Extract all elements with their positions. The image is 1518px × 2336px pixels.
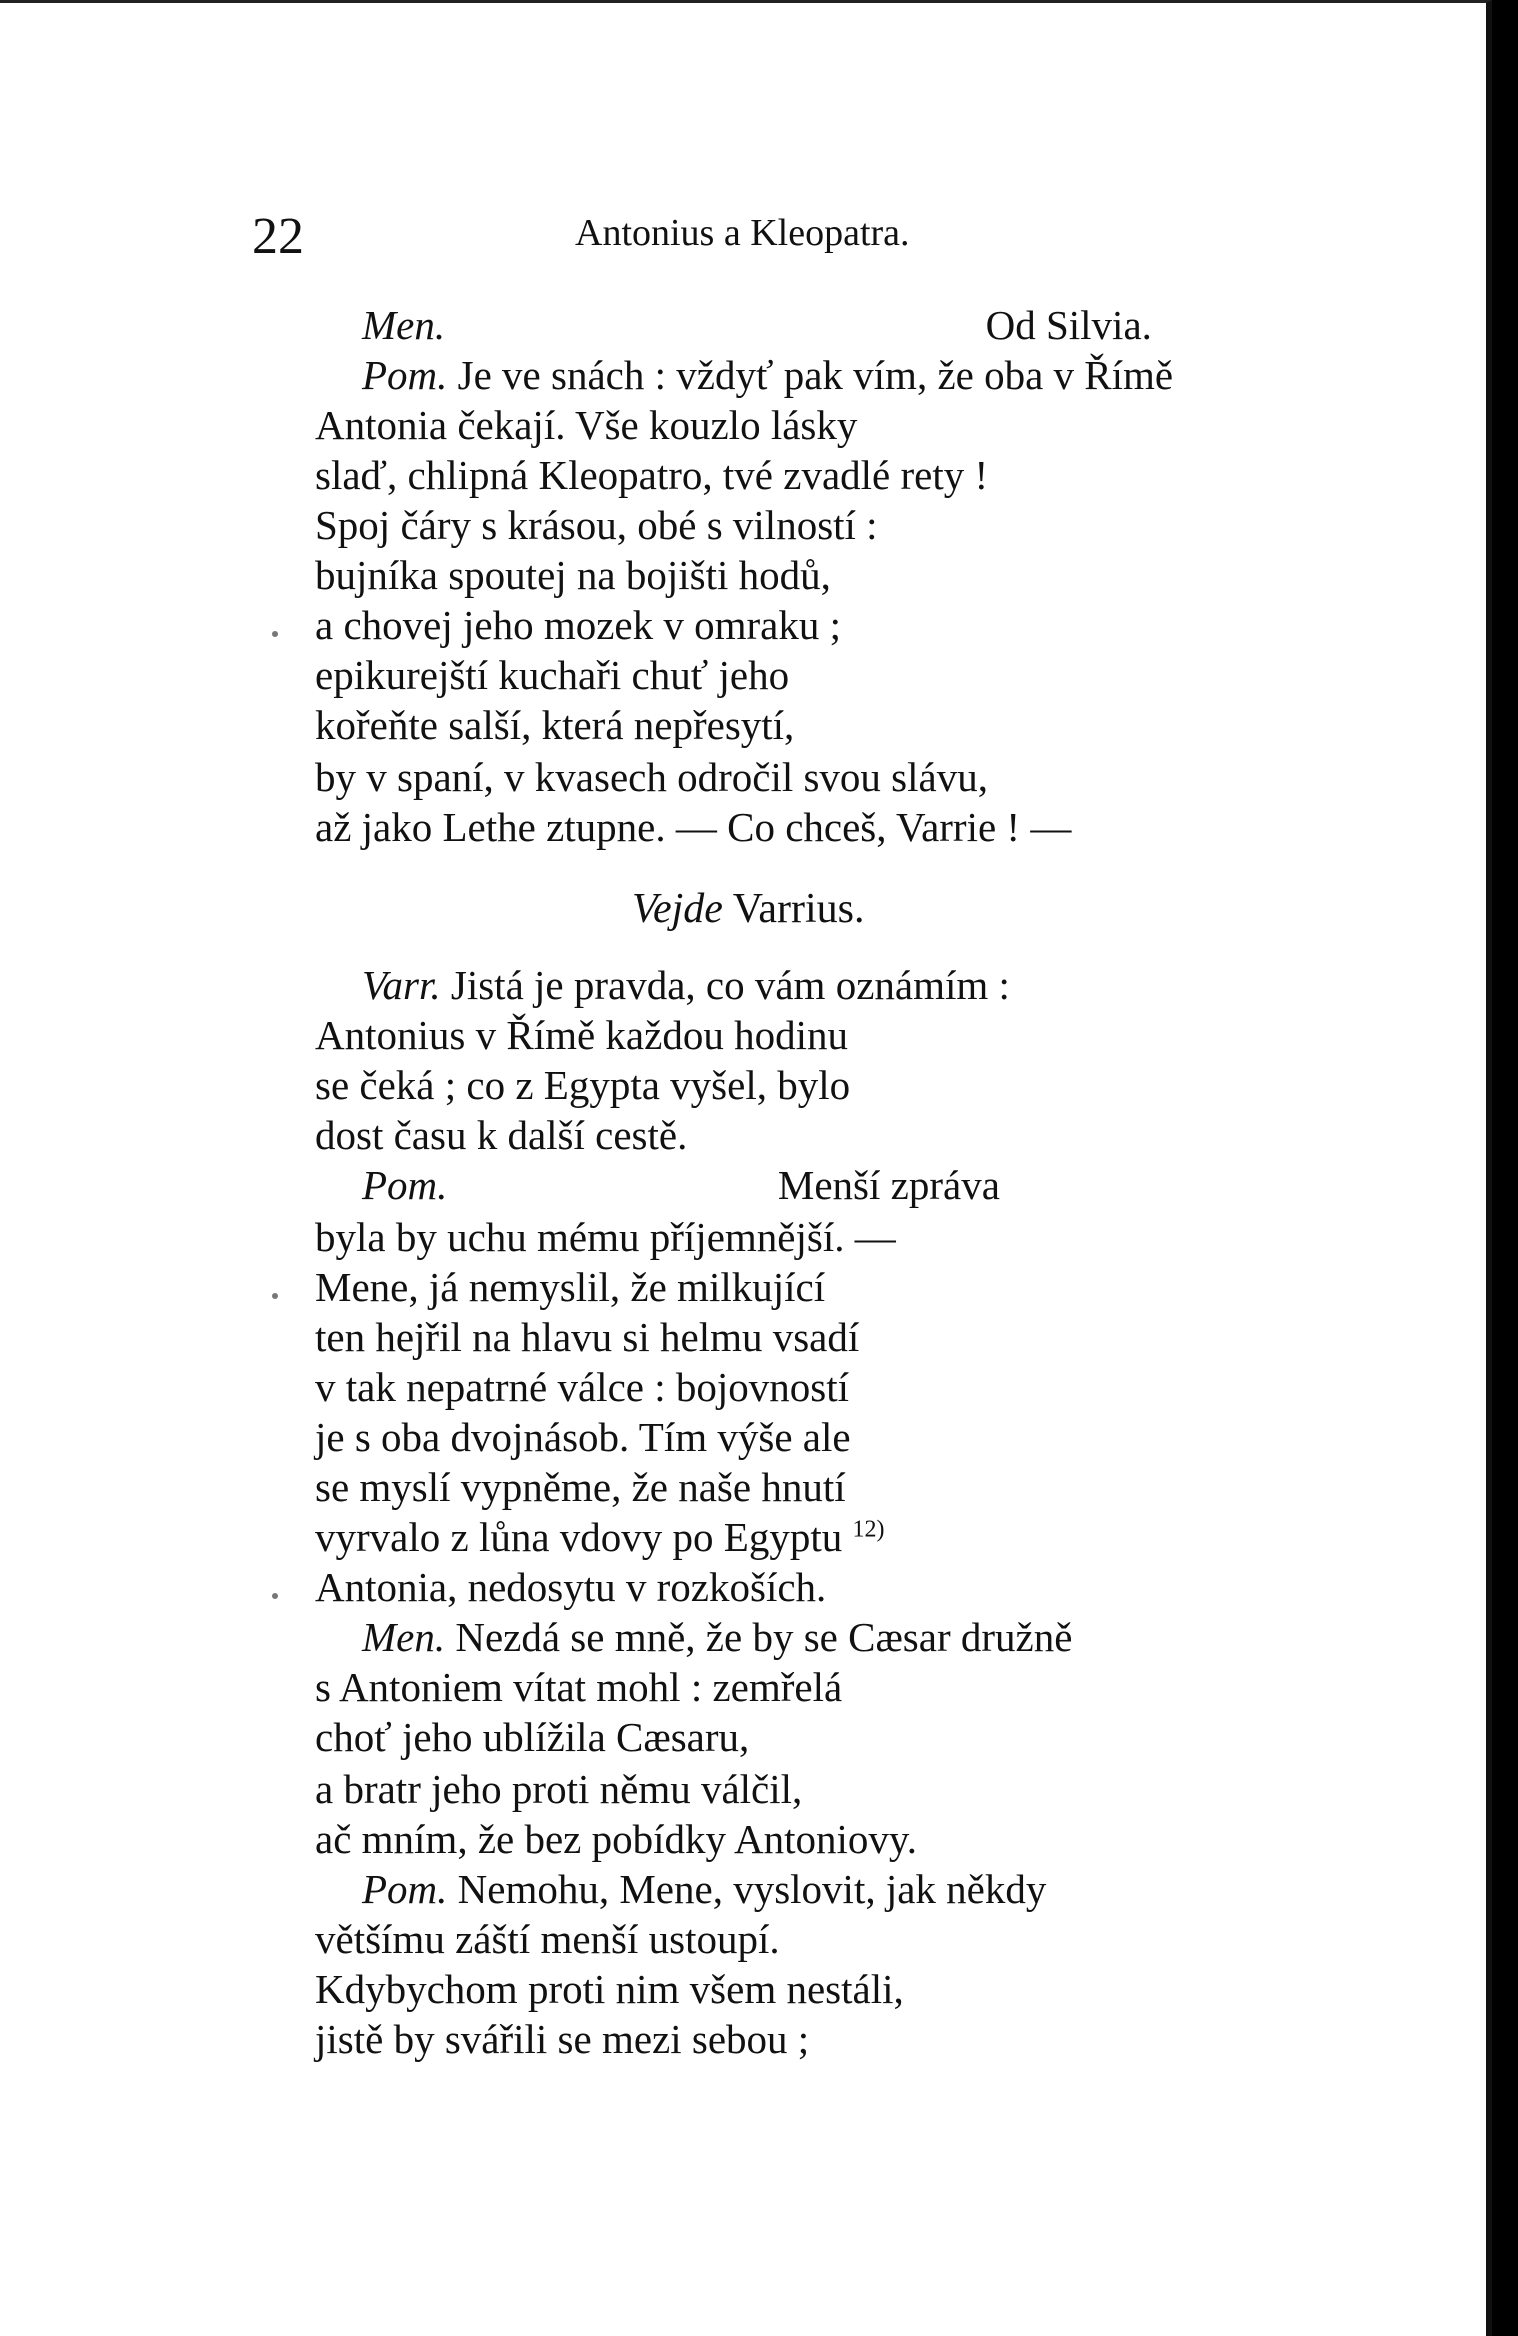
speaker-label: Pom. [362, 1162, 448, 1208]
line-text: Menší zpráva [777, 1162, 1000, 1208]
stage-direction [632, 885, 865, 933]
verse-line [362, 1614, 1073, 1660]
stage-direction-verb: Vejde [632, 886, 723, 932]
verse-line: je s oba dvojnásob. Tím výše ale [315, 1414, 851, 1460]
verse-line [362, 352, 1174, 398]
verse-line: bujníka spoutej na bojišti hodů, [315, 552, 831, 598]
verse-line: Antonia čekají. Vše kouzlo lásky [315, 402, 858, 448]
speaker-label: Men. [362, 1614, 446, 1660]
line-text: Nemohu, Mene, vyslovit, jak někdy [457, 1866, 1047, 1912]
verse-line: dost času k další cestě. [315, 1112, 688, 1158]
verse-line: s Antoniem vítat mohl : zemřelá [315, 1664, 843, 1710]
page-number: 22 [252, 208, 304, 265]
verse-line: Antonius v Římě každou hodinu [315, 1012, 848, 1058]
verse-line: ač mním, že bez pobídky Antoniovy. [315, 1816, 917, 1862]
verse-line: Mene, já nemyslil, že milkující [315, 1264, 826, 1310]
verse-line: epikurejští kuchaři chuť jeho [315, 652, 790, 698]
verse-line [315, 1514, 885, 1560]
verse-line: a bratr jeho proti němu válčil, [315, 1766, 803, 1812]
verse-line: ten hejřil na hlavu si helmu vsadí [315, 1314, 860, 1360]
speaker-label: Pom. [362, 1866, 448, 1912]
verse-line: Kdybychom proti nim všem nestáli, [315, 1966, 904, 2012]
speaker-label: Pom. [362, 352, 448, 398]
speaker-label: Men. [362, 302, 446, 348]
verse-line: by v spaní, v kvasech odročil svou slávu, [315, 754, 988, 800]
verse-line: se čeká ; co z Egypta vyšel, bylo [315, 1062, 851, 1108]
verse-line: slaď, chlipná Kleopatro, tvé zvadlé rety ! [315, 452, 989, 498]
verse-line: v tak nepatrné válce : bojovností [315, 1364, 849, 1410]
line-text: Jistá je pravda, co vám oznámím : [450, 962, 1010, 1008]
verse-line: Spoj čáry s krásou, obé s vilností : [315, 502, 878, 548]
verse-line: se myslí vypněme, že naše hnutí [315, 1464, 846, 1510]
footnote-reference: 12) [852, 1516, 885, 1543]
verse-line: kořeňte salší, která nepřesytí, [315, 702, 795, 748]
verse-line [362, 302, 1152, 348]
margin-speck [272, 1593, 278, 1599]
verse-line [362, 962, 1010, 1008]
stage-direction-name: Varrius. [732, 886, 865, 932]
line-text: Nezdá se mně, že by se Cæsar družně [455, 1614, 1073, 1660]
line-text: Od Silvia. [985, 302, 1152, 348]
verse-line [362, 1162, 1000, 1208]
running-title: Antonius a Kleopatra. [575, 212, 910, 254]
verse-line: většímu záští menší ustoupí. [315, 1916, 780, 1962]
verse-line: až jako Lethe ztupne. — Co chceš, Varrie ! — [315, 804, 1072, 850]
verse-line: jistě by svářili se mezi sebou ; [315, 2016, 810, 2062]
speaker-label: Varr. [362, 962, 441, 1008]
verse-line: choť jeho ublížila Cæsaru, [315, 1714, 750, 1760]
verse-line: Antonia, nedosytu v rozkoších. [315, 1564, 827, 1610]
margin-speck [272, 1293, 278, 1299]
verse-line: a chovej jeho mozek v omraku ; [315, 602, 841, 648]
verse-line [362, 1866, 1047, 1912]
verse-line: byla by uchu mému příjemnější. — [315, 1214, 896, 1260]
line-text: vyrvalo z lůna vdovy po Egyptu [315, 1514, 843, 1560]
line-text: Je ve snách : vždyť pak vím, že oba v Římě [457, 352, 1174, 398]
margin-speck [272, 631, 278, 637]
